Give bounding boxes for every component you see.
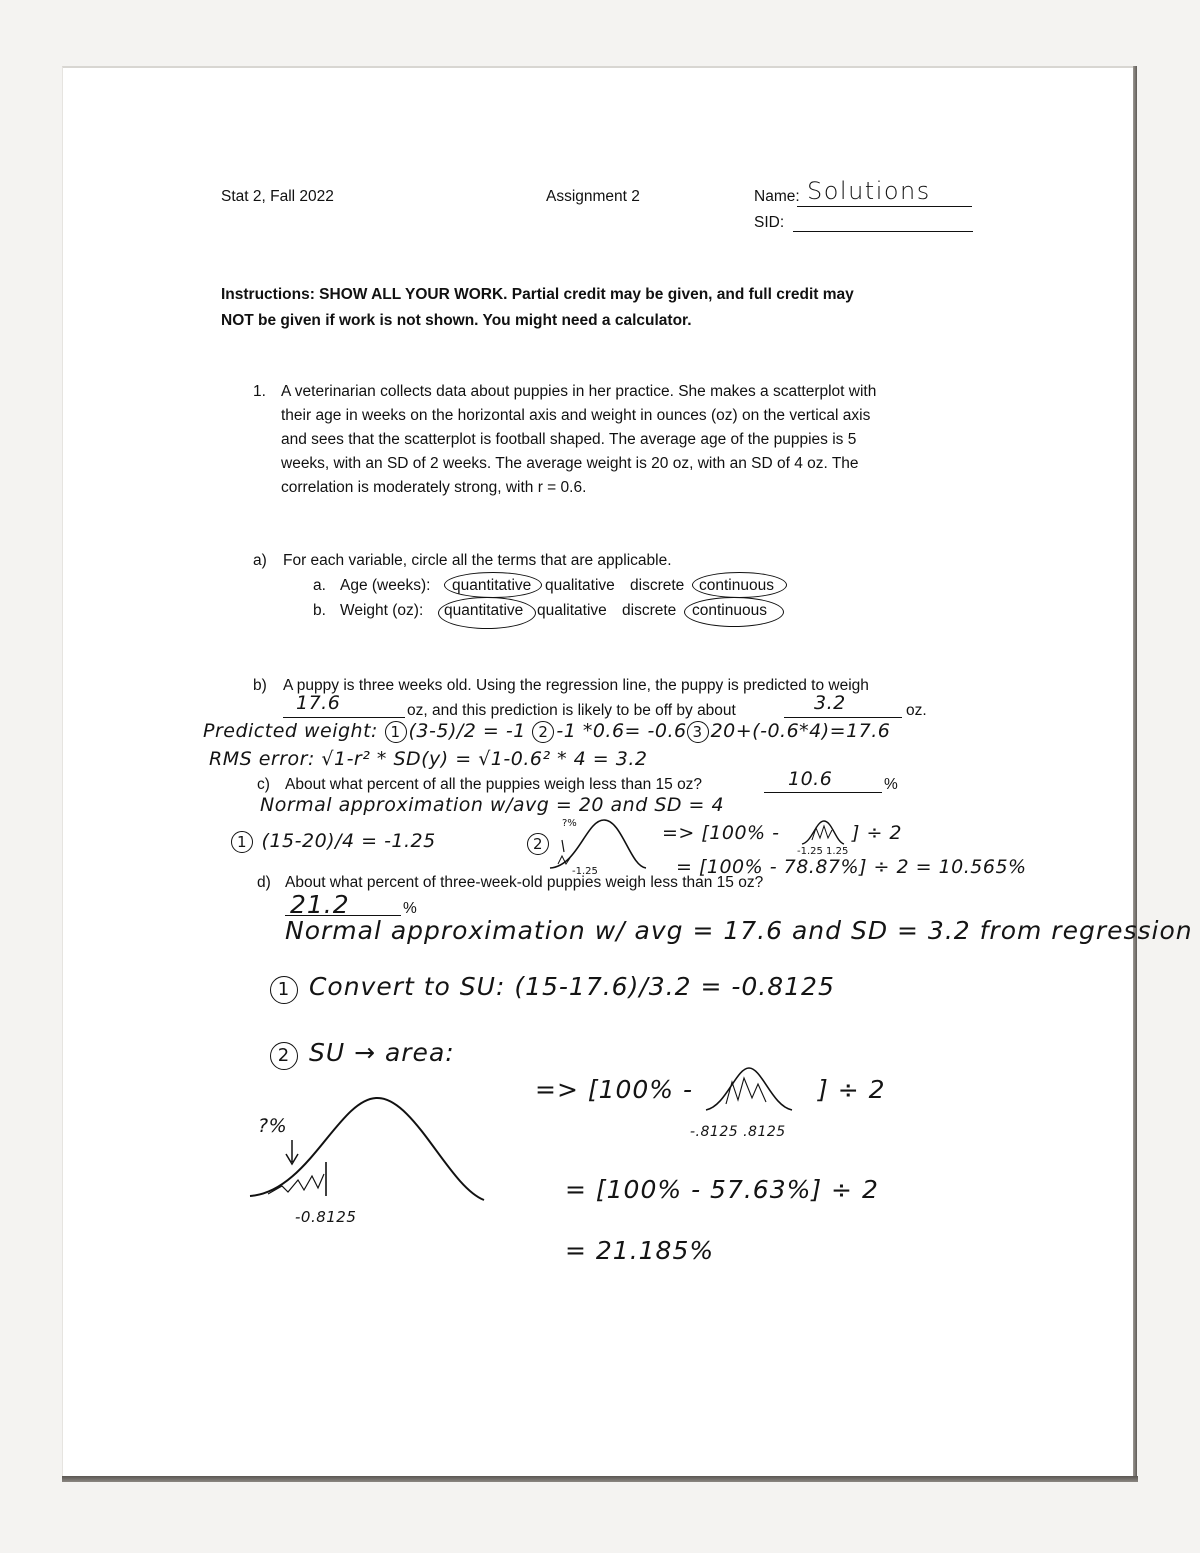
name-label: Name:	[754, 188, 800, 205]
problem-number: 1.	[253, 383, 266, 400]
final-answer: = 21.185%	[565, 1236, 715, 1265]
term-discrete: discrete	[622, 602, 677, 619]
mini-ticks: -.8125 .8125	[690, 1124, 786, 1140]
worksheet-page	[62, 66, 1137, 1480]
problem-text-line: correlation is moderately strong, with r = 0.6.	[281, 479, 587, 496]
part-a-label: a)	[253, 552, 267, 569]
part-b-label: b)	[253, 677, 267, 694]
selection-circle	[438, 597, 536, 629]
instructions-line-2: NOT be given if work is not shown. You might need a calculator.	[221, 312, 692, 329]
sid-label: SID:	[754, 214, 785, 231]
step-number: 1	[385, 721, 407, 743]
step-number: 1	[270, 976, 298, 1004]
term-quantitative: quantitative	[444, 602, 524, 619]
term-continuous: continuous	[692, 602, 767, 619]
selection-circle	[692, 572, 787, 598]
sid-underline	[793, 231, 973, 232]
curve-tick: -0.8125	[295, 1208, 357, 1226]
percent-result: = [100% - 57.63%] ÷ 2	[565, 1175, 879, 1204]
assignment-title: Assignment 2	[546, 188, 640, 205]
answer-blank	[283, 717, 405, 718]
step-number: 3	[687, 721, 709, 743]
answer-blank	[784, 717, 902, 718]
su-to-area-step	[270, 1038, 455, 1070]
weight-variable: Weight (oz):	[340, 602, 424, 619]
page-edge-shadow	[1133, 66, 1137, 1480]
problem-text-line: A veterinarian collects data about puppies in her practice. She makes a scatterplot with	[281, 383, 877, 400]
work-step: SU → area:	[308, 1038, 455, 1067]
problem-text-line: and sees that the scatterplot is football shaped. The average age of the puppies is 5	[281, 431, 857, 448]
work-step: Convert to SU: (15-17.6)/3.2 = -0.8125	[308, 972, 835, 1001]
bracket-expression: => [100% -	[535, 1075, 694, 1104]
part-b-answer-weight: 17.6	[296, 692, 341, 714]
name-underline	[797, 206, 972, 207]
part-c-prompt: About what percent of all the puppies weigh less than 15 oz?	[285, 776, 703, 793]
course-title: Stat 2, Fall 2022	[221, 188, 334, 205]
curve-tick: -1.25	[572, 866, 598, 877]
bracket-expression: => [100% -	[662, 822, 780, 844]
curve-note: ?%	[258, 1115, 288, 1137]
predicted-weight-work	[203, 720, 890, 743]
mini-ticks: -1.25 1.25	[797, 846, 849, 857]
part-a-item-label: a.	[313, 577, 326, 594]
selection-circle	[444, 572, 542, 598]
part-b-end-text: oz.	[906, 702, 927, 719]
part-d-answer: 21.2	[290, 890, 350, 919]
work-step: -1 *0.6= -0.6	[556, 720, 687, 742]
instructions-line-1: Instructions: SHOW ALL YOUR WORK. Partial credit may be given, and full credit may	[221, 286, 854, 303]
page-bottom-shadow	[62, 1476, 1138, 1482]
work-step: (3-5)/2 = -1	[408, 720, 526, 742]
selection-circle	[684, 597, 784, 627]
term-qualitative: qualitative	[537, 602, 607, 619]
work-lead: Predicted weight:	[203, 720, 378, 742]
part-b-prompt: A puppy is three weeks old. Using the regression line, the puppy is predicted to weigh	[283, 677, 869, 694]
standard-units-step	[231, 830, 436, 853]
convert-su-step	[270, 972, 835, 1004]
curve-note: ?%	[562, 818, 577, 829]
part-d-prompt: About what percent of three-week-old puppies weigh less than 15 oz?	[285, 874, 764, 891]
work-step: (15-20)/4 = -1.25	[261, 830, 436, 852]
rms-error-work: RMS error: √1-r² * SD(y) = √1-0.6² * 4 = 3.2	[209, 748, 648, 770]
term-quantitative: quantitative	[452, 577, 532, 594]
term-qualitative: qualitative	[545, 577, 615, 594]
part-c-label: c)	[257, 776, 270, 793]
part-a-item-label: b.	[313, 602, 326, 619]
part-b-answer-error: 3.2	[814, 692, 846, 714]
percent-sign: %	[403, 900, 417, 917]
normal-approx-note: Normal approximation w/avg = 20 and SD = 4	[260, 794, 725, 816]
mini-curve-sketch	[800, 818, 846, 846]
percent-sign: %	[884, 776, 898, 793]
step-number: 1	[231, 831, 253, 853]
name-value: Solutions	[807, 177, 931, 205]
step-number: 2	[532, 721, 554, 743]
term-continuous: continuous	[699, 577, 774, 594]
regression-approx-note: Normal approximation w/ avg = 17.6 and SD = 3.2 from regression	[285, 916, 1193, 945]
problem-text-line: their age in weeks on the horizontal axis and weight in ounces (oz) on the vertical axis	[281, 407, 871, 424]
step-number: 2	[270, 1042, 298, 1070]
answer-blank	[764, 792, 882, 793]
step-number: 2	[527, 833, 549, 855]
part-b-mid-text: oz, and this prediction is likely to be off by about	[407, 702, 736, 719]
bracket-close: ] ÷ 2	[852, 822, 902, 844]
part-a-prompt: For each variable, circle all the terms that are applicable.	[283, 552, 672, 569]
age-variable: Age (weeks):	[340, 577, 431, 594]
mini-curve-sketch	[704, 1064, 794, 1114]
part-c-answer: 10.6	[788, 768, 833, 790]
part-d-label: d)	[257, 874, 271, 891]
percent-result: = [100% - 78.87%] ÷ 2 = 10.565%	[676, 856, 1027, 878]
work-step: 20+(-0.6*4)=17.6	[710, 720, 891, 742]
bracket-close: ] ÷ 2	[818, 1075, 886, 1104]
term-discrete: discrete	[630, 577, 685, 594]
normal-curve-sketch	[248, 1096, 488, 1206]
normal-curve-sketch	[548, 812, 648, 872]
problem-text-line: weeks, with an SD of 2 weeks. The average weight is 20 oz, with an SD of 4 oz. The	[281, 455, 859, 472]
